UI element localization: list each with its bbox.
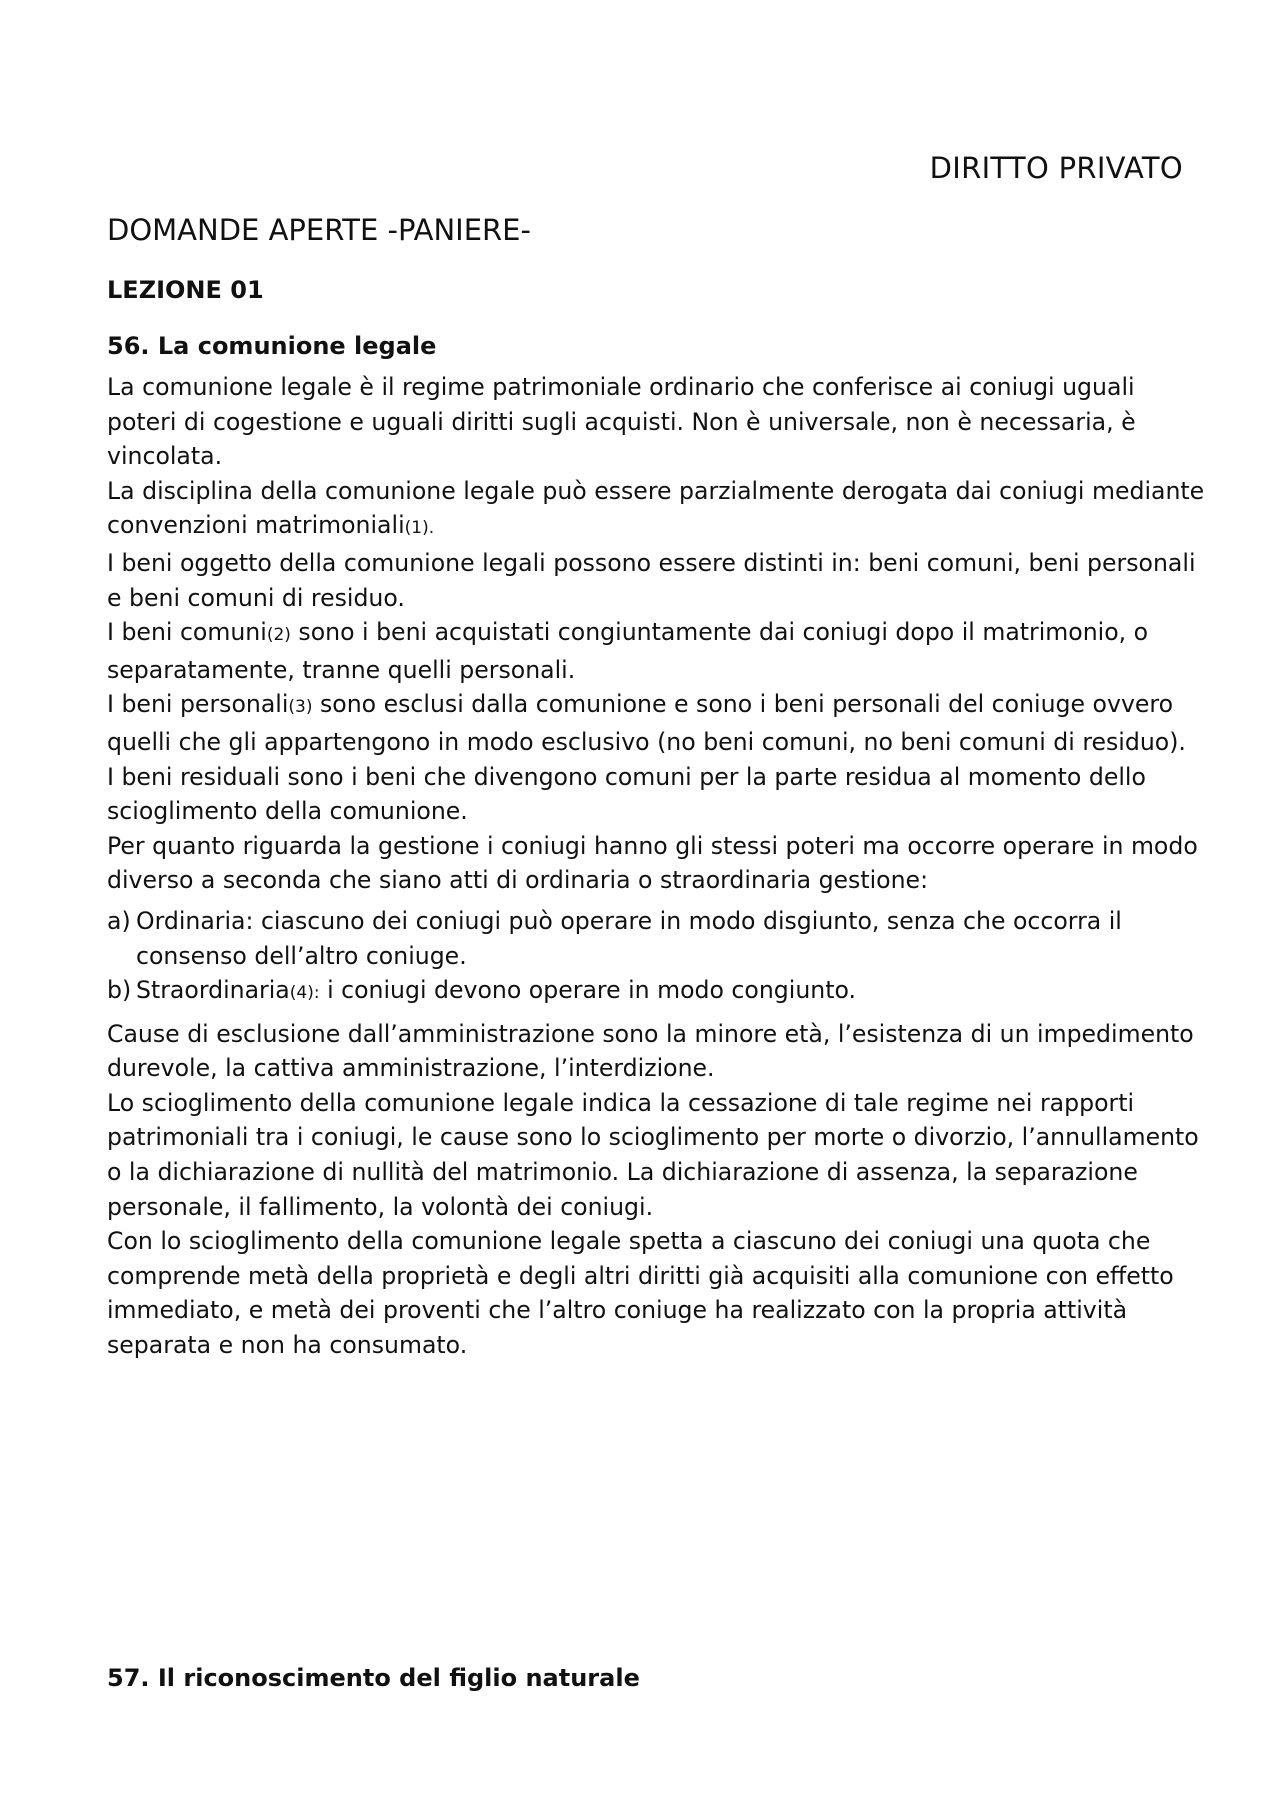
paragraph-lead: I beni comuni [107,618,267,647]
document-subtitle: DOMANDE APERTE -PANIERE- [107,213,531,247]
paragraph-text: sono i beni acquistati congiuntamente dai coniugi dopo il matrimonio, o separatamente, tranne quelli personali. [107,618,1149,684]
list-item [107,904,1207,973]
list-item-text: i coniugi devono operare in modo congiunto. [319,976,857,1005]
paragraph-intro: La comunione legale è il regime patrimoniale ordinario che conferisce ai coniugi uguali poteri di cogestione e uguali diritti sugli acquisti. Non è universale, non è necessaria, è vincolata. [107,373,1136,471]
paragraph-dissolution: Lo scioglimento della comunione legale indica la cessazione di tale regime nei rapporti patrimoniali tra i coniugi, le cause sono lo scioglimento per morte o divorzio, l’annullamento o la dichiarazione di nullità del matrimonio. La dichiarazione di assenza, la separazione personale, il fallimento, la volontà dei coniugi. [107,1088,1199,1221]
paragraph-text: sono esclusi dalla comunione e sono i beni personali del coniuge ovvero quelli che gli appartengono in modo esclusivo (no beni comuni, no beni comuni di residuo). [107,690,1186,756]
question-57-title: 57. Il riconoscimento del figlio naturale [107,1664,640,1692]
management-list [107,904,1207,1011]
question-56-answer [107,370,1207,1363]
paragraph-personal-goods [107,687,1207,759]
paragraph-categories: I beni oggetto della comunione legali possono essere distinti in: beni comuni, beni personali e beni comuni di residuo. [107,548,1196,612]
paragraph-management: Per quanto riguarda la gestione i coniugi hanno gli stessi poteri ma occorre operare in modo diverso a seconda che siano atti di ordinaria o straordinaria gestione: [107,831,1198,895]
list-item [107,973,1207,1011]
lesson-heading: LEZIONE 01 [107,276,264,304]
question-56-title: 56. La comunione legale [107,332,437,360]
paragraph-lead: I beni personali [107,690,289,719]
paragraph-common-goods [107,615,1207,687]
footnote-ref-2: (2) [266,625,291,646]
list-item-text: Ordinaria: ciascuno dei coniugi può operare in modo disgiunto, senza che occorra il consenso dell’altro coniuge. [136,906,1122,970]
list-marker: a) [107,906,131,935]
footnote-ref-4: (4): [289,983,320,1004]
list-marker: b) [107,976,132,1005]
list-item-lead: Straordinaria [136,976,290,1005]
footnote-ref-3: (3) [288,697,313,718]
paragraph-exclusion: Cause di esclusione dall’amministrazione sono la minore età, l’esistenza di un impedimento durevole, la cattiva amministrazione, l’interdizione. [107,1019,1194,1083]
course-title: DIRITTO PRIVATO [929,151,1183,185]
paragraph-text: La disciplina della comunione legale può essere parzialmente derogata dai coniugi mediante convenzioni matrimoniali [107,476,1205,540]
paragraph-residual-goods: I beni residuali sono i beni che divengono comuni per la parte residua al momento dello scioglimento della comunione. [107,762,1146,826]
paragraph-dissolution-effects: Con lo scioglimento della comunione legale spetta a ciascuno dei coniugi una quota che comprende metà della proprietà e degli altri diritti già acquisiti alla comunione con effetto immediato, e metà dei proventi che l’altro coniuge ha realizzato con la propria attività separata e non ha consumato. [107,1227,1174,1360]
footnote-ref-1: (1). [404,518,435,539]
paragraph-derogation [107,474,1207,546]
